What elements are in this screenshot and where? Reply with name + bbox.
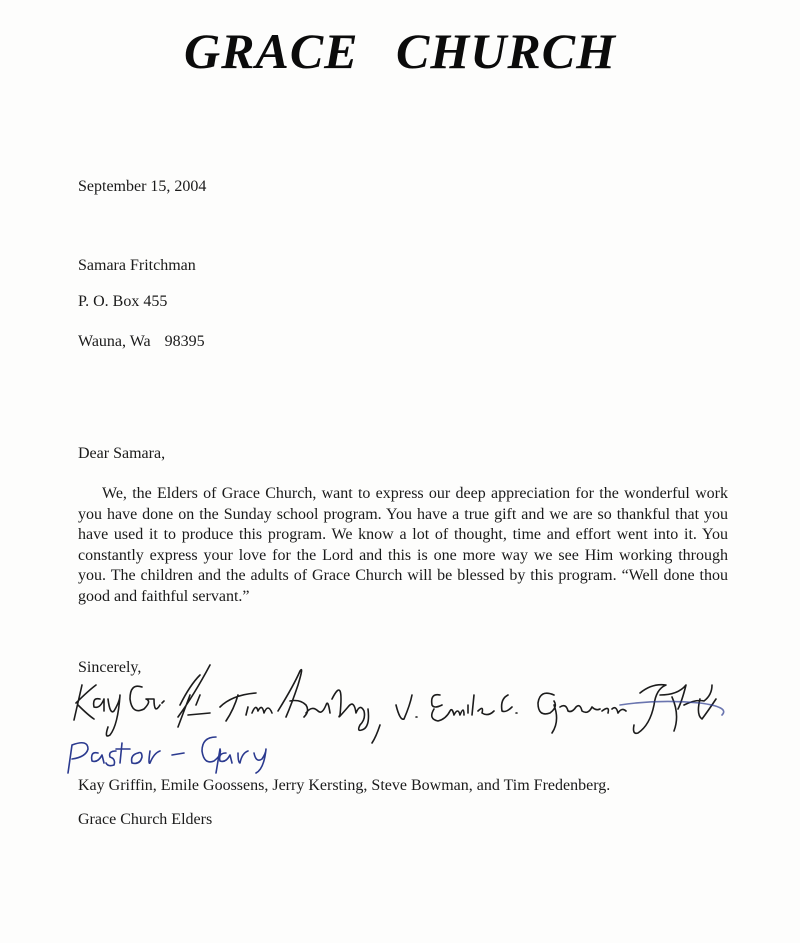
salutation: Dear Samara, — [78, 445, 166, 462]
recipient-po-box: P. O. Box 455 — [78, 293, 168, 310]
letterhead-title: GRACE CHURCH — [184, 23, 616, 79]
letter-date: September 15, 2004 — [78, 178, 207, 195]
letter-body: We, the Elders of Grace Church, want to express our deep appreciation for the wonderful work you have done on the Sunday school program. You have a true gift and we are so thankful that you have used it to produce this program. We know a lot of thought, time and effort went into it. You constantly express your love for the Lord and this is one more way we see Him working through you. The children and the adults of Grace Church will be blessed by this program. “Well done thou good and faithful servant.” — [78, 485, 728, 605]
recipient-zip: 98395 — [164, 333, 205, 350]
signatory-group: Grace Church Elders — [78, 811, 213, 828]
signature-jerry-kersting — [634, 685, 717, 734]
signature-kay-griffin — [74, 665, 210, 736]
signatory-names: Kay Griffin, Emile Goossens, Jerry Kersting, Steve Bowman, and Tim Fredenberg. — [78, 777, 611, 794]
closing: Sincerely, — [78, 659, 142, 676]
signature-tim-fredenberg — [220, 670, 380, 743]
signature-emile-goossens — [396, 693, 626, 733]
signature-pastor-gary — [68, 737, 266, 773]
handwritten-signatures — [60, 655, 740, 775]
recipient-name: Samara Fritchman — [78, 257, 196, 274]
recipient-city-state: Wauna, Wa — [78, 333, 151, 350]
recipient-city-line — [78, 332, 205, 352]
signature-image — [60, 655, 740, 775]
